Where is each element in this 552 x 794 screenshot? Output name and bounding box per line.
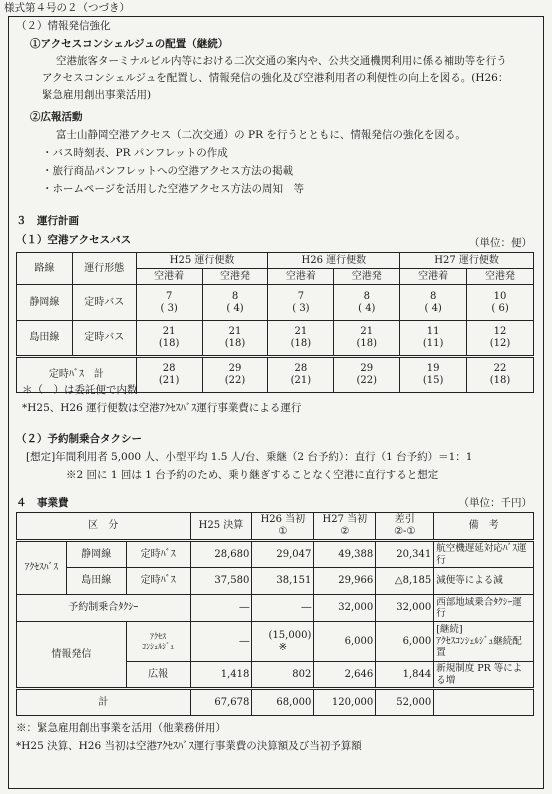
cell: 12 (12) [467,321,534,357]
cost-h25: 28,680 [190,541,252,568]
col-sub-header: 空港発 [334,269,400,285]
row-route: 島田線 [17,321,73,357]
item2-line: 富士山静岡空港アクセス（二次交通）の PR を行うとともに、情報発信の強化を図る。 [56,129,466,141]
cost-diff: 52,000 [376,689,434,716]
cost-note: 航空機遅延対応ﾊﾞｽ運行 [434,541,534,568]
cell: 29 (22) [202,357,268,393]
info-cost-label: 情報発信 [17,622,127,689]
col-form-header: 運行形態 [72,253,136,285]
cost-h27: 2,646 [314,662,376,689]
cost-diff: 20,341 [376,541,434,568]
item2-bullet: ・ホームページを活用した空港アクセス方法の周知 等 [42,183,304,195]
col-sub-header: 空港着 [400,269,467,285]
cell: 21 (18) [136,321,202,357]
cost-form: 定時ﾊﾞｽ [126,568,190,595]
cost-unit: （単位：千円） [458,497,532,509]
concierge-label: ｱｸｾｽ [150,631,167,641]
col-h25-header: H25 運行便数 [136,253,268,269]
cost-note: 減便等による減 [434,568,534,595]
table-total-row [17,689,534,716]
cost-diff: △8,185 [376,568,434,595]
cost-h26: 38,151 [252,568,314,595]
cost-h27: 49,388 [314,541,376,568]
cost-h25: 67,678 [190,689,252,716]
section3-title: ３ 運行計画 [16,215,79,227]
col-sub-header: 空港発 [202,269,268,285]
cell: 8 ( 4) [334,285,400,321]
taxi-subtitle: （２）予約制乗合タクシー [16,433,142,445]
cost-h26: 802 [252,662,314,689]
cost-diff: 32,000 [376,595,434,622]
table-row [17,568,534,595]
taxi-cost-label: 予約制乗合ﾀｸｼｰ [17,595,191,622]
cost-h25: ― [190,595,252,622]
table-row [17,595,534,622]
table-row [17,622,534,662]
form-header: 様式第４号の２（つづき） [4,2,130,14]
total-label: 定時ﾊﾞｽ 計 [17,357,137,393]
cost-h25: 1,418 [190,662,252,689]
cell: 28 (21) [136,357,202,393]
cost-h27: 29,966 [314,568,376,595]
cost-h27-header: H27 当初 [322,514,368,525]
cost-category-header: 区 分 [17,513,191,541]
col-h27-header: H27 運行便数 [400,253,534,269]
bus-note: ＊（ ）は委託便で内数 [22,384,138,396]
cell: 19 (15) [400,357,467,393]
cost-h26: ― [252,595,314,622]
row-form: 定時バス [72,285,136,321]
cost-route: 静岡線 [66,541,126,568]
cell: 10 ( 6) [467,285,534,321]
cost-h25: ― [190,622,252,662]
cost-h26-mark: ※ [278,641,288,653]
table-row [17,321,534,357]
cost-diff: 1,844 [376,662,434,689]
cost-h26: 68,000 [252,689,314,716]
taxi-line: ※2 回に 1 回は 1 台予約のため、乗り継ぎすることなく空港に直行すると想定 [66,469,439,481]
cost-h25-header: H25 決算 [190,513,252,541]
table-row [17,541,534,568]
cell: 28 (21) [268,357,334,393]
cell: 11 (11) [400,321,467,357]
cost-h27: 120,000 [314,689,376,716]
cost-diff: 6,000 [376,622,434,662]
item1-line: 緊急雇用創出事業活用) [42,89,152,101]
cost-note: 新規制度 PR 等による増 [434,662,534,689]
col-sub-header: 空港着 [136,269,202,285]
cost-note-header: 備 考 [434,513,534,541]
item1-line: 空港旅客ターミナルビル内等における二次交通の案内や、公共交通機関利用に係る補助等を行う [56,55,507,67]
cost-note-line: *H25 決算、H26 当初は空港ｱｸｾｽﾊﾞｽ運行事業費の決算額及び当初予算額 [16,740,362,752]
access-bus-label: ｱｸｾｽﾊﾞｽ [17,541,67,595]
cost-h27-mark: ② [340,526,350,537]
cell: 8 ( 4) [202,285,268,321]
col-route-header: 路線 [17,253,73,285]
cost-route: 島田線 [66,568,126,595]
bus-note: *H25、H26 運行便数は空港ｱｸｾｽﾊﾞｽ運行事業費による運行 [22,402,302,414]
cell: 21 (18) [202,321,268,357]
cost-h27: 6,000 [314,622,376,662]
section-info-title: （２）情報発信強化 [16,20,111,32]
item1-line: アクセスコンシェルジュを配置し、情報発信の強化及び空港利用者の利便性の向上を図る。(H26： [42,72,509,84]
item1-title: ①アクセスコンシェルジュの配置（継続） [30,38,229,50]
pr-label: 広報 [126,662,190,689]
cost-note-line: ※：緊急雇用創出事業を活用（他業務併用） [16,722,226,734]
cell: 7 ( 3) [136,285,202,321]
row-form: 定時バス [72,321,136,357]
cost-form: 定時ﾊﾞｽ [126,541,190,568]
cost-diff-mark: ②-① [394,526,416,537]
cost-note [434,689,534,716]
table-row [17,285,534,321]
item2-bullet: ・旅行商品パンフレットへの空港アクセス方法の掲載 [42,165,294,177]
row-route: 静岡線 [17,285,73,321]
cell: 7 ( 3) [268,285,334,321]
col-sub-header: 空港着 [268,269,334,285]
item2-title: ②広報活動 [30,111,83,123]
cost-table [16,512,534,716]
cost-diff-header: 差引 [394,514,415,525]
cost-note: ｱｸｾｽｺﾝｼｪﾙｼﾞｭ継続配置 [436,635,522,659]
cost-h27: 32,000 [314,595,376,622]
col-sub-header: 空港発 [467,269,534,285]
item2-bullet: ・バス時刻表、PR パンフレットの作成 [42,147,228,159]
bus-unit: （単位：便） [469,237,532,249]
cell: 21 (18) [334,321,400,357]
taxi-line: [想定]年間利用者 5,000 人、小型平均 1.5 人/台、乗継（2 台予約）：直行（1 台予約）＝1：1 [26,451,473,463]
cell: 21 (18) [268,321,334,357]
col-h26-header: H26 運行便数 [268,253,400,269]
section4-title: ４ 事業費 [16,497,69,509]
cost-note: 西部地域乗合ﾀｸｼｰ運行 [434,595,534,622]
total-label: 計 [17,689,191,716]
cost-h26-header: H26 当初 [260,514,306,525]
cost-note: [継続] [436,624,463,636]
cost-h26: 29,047 [252,541,314,568]
cell: 22 (18) [467,357,534,393]
cost-h25: 37,580 [190,568,252,595]
concierge-label: ｺﾝｼｪﾙｼﾞｭ [142,641,175,651]
bus-schedule-table [16,252,534,393]
cell: 29 (22) [334,357,400,393]
cost-h26: (15,000) [268,629,312,641]
bus-subtitle: （１）空港アクセスバス [16,234,132,246]
cell: 8 ( 4) [400,285,467,321]
cost-h26-mark: ① [278,526,288,537]
